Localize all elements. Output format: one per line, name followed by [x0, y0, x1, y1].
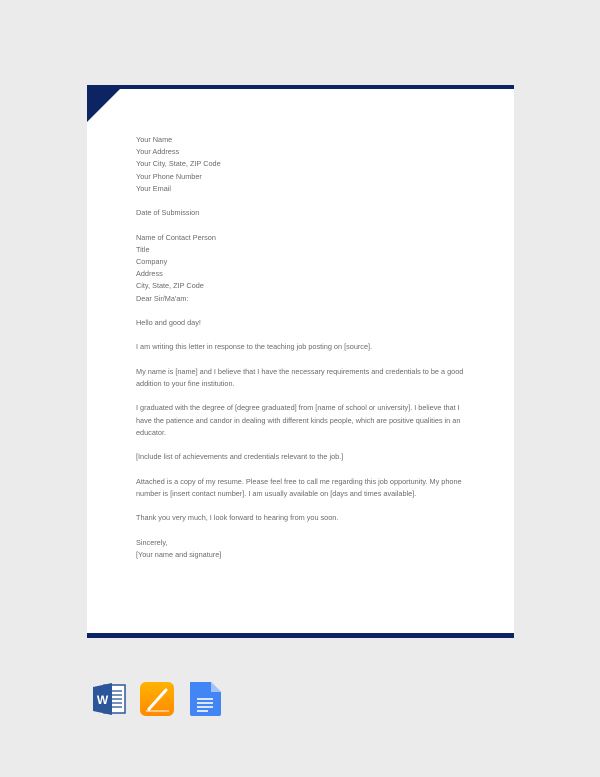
letter-paragraph — [136, 512, 471, 524]
letter-line: Your City, State, ZIP Code — [136, 159, 221, 169]
letter-line: Your Name — [136, 135, 173, 144]
letter-paragraph — [136, 232, 471, 305]
letter-line: City, State, ZIP Code — [136, 281, 204, 291]
format-icons — [92, 682, 222, 716]
letter-paragraph — [136, 402, 471, 439]
letter-paragraph — [136, 451, 471, 463]
letter-line: educator. — [136, 427, 167, 437]
letter-line: Company — [136, 257, 168, 266]
word-icon[interactable] — [92, 682, 126, 716]
letter-paragraph — [136, 207, 471, 219]
letter-body — [136, 134, 471, 573]
letter-paragraph — [136, 341, 471, 353]
bottom-accent-bar — [87, 633, 514, 638]
letter-line: addition to your fine institution. — [136, 378, 235, 388]
letter-line: Dear Sir/Ma'am: — [136, 293, 189, 303]
letter-line: Hello and good day! — [136, 318, 201, 327]
letter-paragraph — [136, 537, 471, 561]
letter-line: have the patience and candor in dealing with different kinds people, which are positive qualities in an — [136, 415, 461, 425]
corner-triangle — [87, 89, 120, 122]
letter-line: [Include list of achievements and credentials relevant to the job.] — [136, 452, 344, 462]
google-docs-icon[interactable] — [188, 682, 222, 716]
letter-line: Sincerely, — [136, 537, 168, 547]
svg-text:W: W — [96, 693, 109, 707]
letter-line: I graduated with the degree of [degree graduated] from [name of school or university]. I believe that I — [136, 403, 460, 413]
letter-line: My name is [name] and I believe that I have the necessary requirements and credentials to be a good — [136, 366, 464, 376]
letter-line: Your Email — [136, 183, 172, 193]
letter-line: Title — [136, 244, 150, 254]
pages-icon[interactable] — [140, 682, 174, 716]
top-accent-bar — [87, 85, 514, 89]
letter-line: Address — [136, 269, 163, 279]
letter-paragraph — [136, 134, 471, 195]
letter-line: Date of Submission — [136, 208, 200, 218]
letter-line: Thank you very much, I look forward to hearing from you soon. — [136, 513, 339, 523]
letter-line: Your Address — [136, 147, 180, 157]
letter-line: [Your name and signature] — [136, 549, 222, 559]
letter-line: I am writing this letter in response to the teaching job posting on [source]. — [136, 342, 373, 352]
letter-line: number is [insert contact number]. I am usually available on [days and times available]. — [136, 488, 417, 498]
letter-paragraph — [136, 366, 471, 390]
letter-page — [87, 85, 514, 638]
letter-line: Name of Contact Person — [136, 232, 216, 242]
letter-paragraph — [136, 476, 471, 500]
letter-line: Your Phone Number — [136, 171, 202, 181]
letter-line: Attached is a copy of my resume. Please feel free to call me regarding this job opportunity. My phone — [136, 476, 462, 486]
letter-paragraph — [136, 317, 471, 329]
